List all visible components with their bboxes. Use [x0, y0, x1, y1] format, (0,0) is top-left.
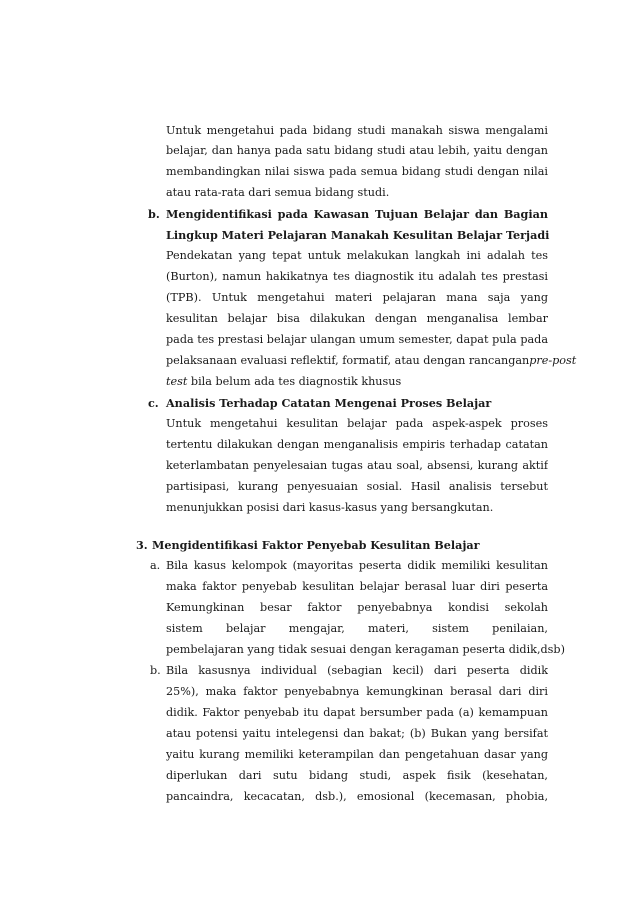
item-b-line: (Burton), namun hakikatnya tes diagnostik itu adalah tes prestasi — [166, 270, 548, 283]
section-3-b-line: diperlukan dari sutu bidang studi, aspek fisik (kesehatan, — [166, 769, 548, 782]
intro-line: belajar, dan hanya pada satu bidang studi atau lebih, yaitu dengan — [166, 144, 548, 157]
item-c-heading: Analisis Terhadap Catatan Mengenai Proses Belajar — [166, 396, 492, 410]
section-3-a-line: pembelajaran yang tidak sesuai dengan keragaman peserta didik,dsb) — [166, 643, 565, 656]
intro-line: membandingkan nilai siswa pada semua bidang studi dengan nilai — [166, 165, 548, 178]
section-3-b-line: didik. Faktor penyebab itu dapat bersumber pada (a) kemampuan — [166, 706, 548, 719]
item-b-line: kesulitan belajar bisa dilakukan dengan menganalisa lembar — [166, 312, 548, 325]
item-b-heading: Lingkup Materi Pelajaran Manakah Kesulitan Belajar Terjadi — [166, 228, 550, 242]
item-b-line-text: bila belum ada tes diagnostik khusus — [187, 375, 402, 388]
item-c-line: tertentu dilakukan dengan menganalisis empiris terhadap catatan — [166, 438, 548, 451]
item-b-line — [166, 375, 401, 389]
section-3-a-line: maka faktor penyebab kesulitan belajar berasal luar diri peserta — [166, 580, 548, 593]
item-c-line: partisipasi, kurang penyesuaian sosial. Hasil analisis tersebut — [166, 480, 548, 493]
section-3-b-line: 25%), maka faktor penyebabnya kemungkinan berasal dari diri — [166, 685, 548, 698]
section-3-marker: 3. — [136, 538, 148, 552]
section-3-b-marker: b. — [150, 664, 161, 677]
item-b-marker: b. — [148, 207, 160, 221]
item-c-line: Untuk mengetahui kesulitan belajar pada aspek-aspek proses — [166, 417, 548, 430]
item-b-italic-word: test — [166, 375, 188, 388]
item-c-marker: c. — [148, 396, 159, 410]
intro-line: Untuk mengetahui pada bidang studi manakah siswa mengalami — [166, 124, 548, 137]
item-c-line: menunjukkan posisi dari kasus-kasus yang bersangkutan. — [166, 501, 494, 514]
item-b-line: (TPB). Untuk mengetahui materi pelajaran mana saja yang — [166, 291, 548, 304]
item-b-line — [166, 354, 577, 368]
section-3-b-line: pancaindra, kecacatan, dsb.), emosional (kecemasan, phobia, — [166, 790, 548, 803]
item-b-line-text: pelaksanaan evaluasi reflektif, formatif, atau dengan rancangan — [166, 354, 530, 367]
item-b-heading: Mengidentifikasi pada Kawasan Tujuan Belajar dan Bagian — [166, 207, 548, 221]
item-b-italic-term: pre-post — [529, 354, 577, 367]
item-b-line: Pendekatan yang tepat untuk melakukan langkah ini adalah tes — [166, 249, 548, 262]
section-3-b-line: atau potensi yaitu intelegensi dan bakat; (b) Bukan yang bersifat — [166, 727, 548, 740]
section-3-heading: Mengidentifikasi Faktor Penyebab Kesulitan Belajar — [152, 538, 480, 552]
section-3-a-marker: a. — [150, 559, 161, 572]
section-3-a-line: Bila kasus kelompok (mayoritas peserta didik memiliki kesulitan — [166, 559, 548, 572]
intro-line: atau rata-rata dari semua bidang studi. — [166, 186, 390, 199]
section-3-a-line: Kemungkinan besar faktor penyebabnya kondisi sekolah — [166, 601, 548, 614]
section-3-b-line: Bila kasusnya individual (sebagian kecil) dari peserta didik — [166, 664, 548, 677]
item-c-line: keterlambatan penyelesaian tugas atau soal, absensi, kurang aktif — [166, 459, 548, 472]
section-3-b-line: yaitu kurang memiliki keterampilan dan pengetahuan dasar yang — [166, 748, 548, 761]
section-3-a-line: sistem belajar mengajar, materi, sistem penilaian, — [166, 622, 548, 635]
item-b-line: pada tes prestasi belajar ulangan umum semester, dapat pula pada — [166, 333, 548, 346]
